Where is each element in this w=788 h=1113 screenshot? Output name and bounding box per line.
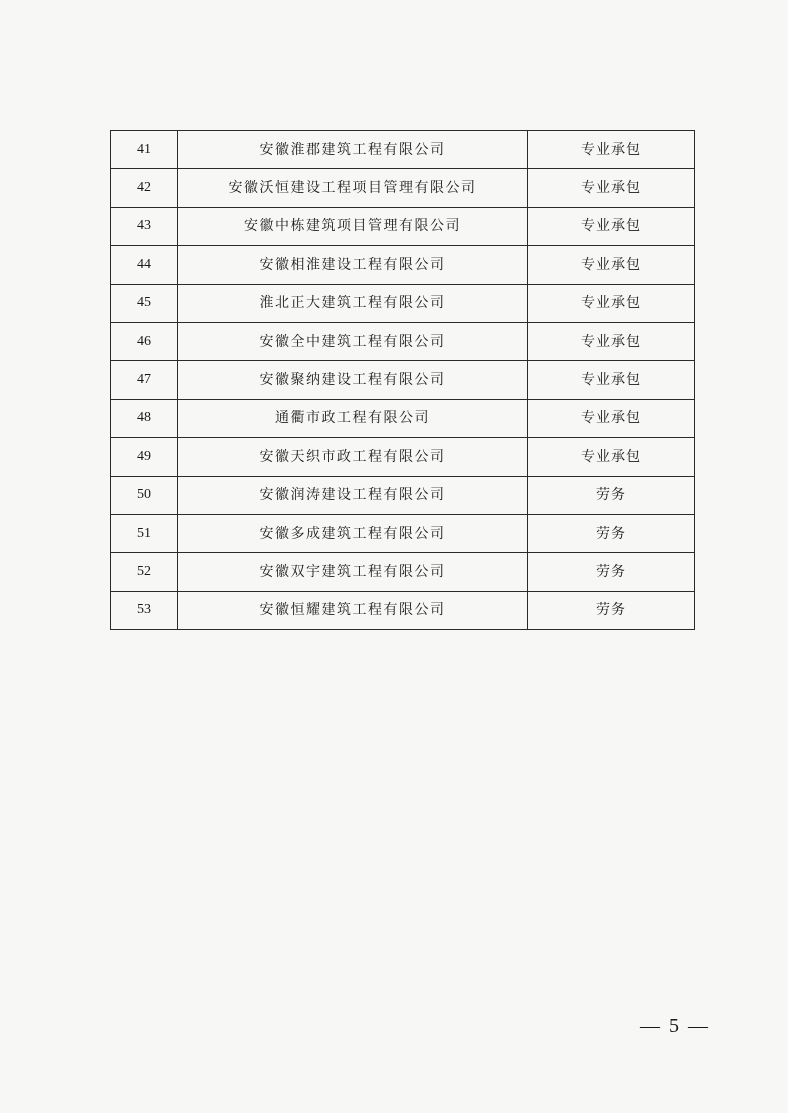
row-number-cell: 51 bbox=[111, 514, 178, 552]
qualification-type-cell: 专业承包 bbox=[528, 207, 695, 245]
qualification-type-cell: 专业承包 bbox=[528, 399, 695, 437]
table-row bbox=[111, 399, 695, 437]
company-name-cell: 安徽聚纳建设工程有限公司 bbox=[178, 361, 528, 399]
qualification-type-cell: 专业承包 bbox=[528, 246, 695, 284]
row-number-cell: 50 bbox=[111, 476, 178, 514]
table-row bbox=[111, 207, 695, 245]
company-name-cell: 通衢市政工程有限公司 bbox=[178, 399, 528, 437]
qualification-type-cell: 劳务 bbox=[528, 591, 695, 629]
row-number-cell: 44 bbox=[111, 246, 178, 284]
company-name-cell: 安徽双宇建筑工程有限公司 bbox=[178, 553, 528, 591]
table-row bbox=[111, 591, 695, 629]
company-table bbox=[110, 130, 695, 630]
table-row bbox=[111, 246, 695, 284]
table-row bbox=[111, 553, 695, 591]
company-name-cell: 安徽多成建筑工程有限公司 bbox=[178, 514, 528, 552]
table-row bbox=[111, 514, 695, 552]
qualification-type-cell: 专业承包 bbox=[528, 131, 695, 169]
qualification-type-cell: 专业承包 bbox=[528, 169, 695, 207]
table-row bbox=[111, 361, 695, 399]
row-number-cell: 41 bbox=[111, 131, 178, 169]
qualification-type-cell: 专业承包 bbox=[528, 284, 695, 322]
row-number-cell: 45 bbox=[111, 284, 178, 322]
company-name-cell: 安徽天织市政工程有限公司 bbox=[178, 438, 528, 476]
qualification-type-cell: 劳务 bbox=[528, 553, 695, 591]
table-row bbox=[111, 131, 695, 169]
row-number-cell: 48 bbox=[111, 399, 178, 437]
qualification-type-cell: 专业承包 bbox=[528, 322, 695, 360]
row-number-cell: 47 bbox=[111, 361, 178, 399]
company-name-cell: 安徽淮郡建筑工程有限公司 bbox=[178, 131, 528, 169]
company-name-cell: 安徽全中建筑工程有限公司 bbox=[178, 322, 528, 360]
table-row bbox=[111, 438, 695, 476]
qualification-type-cell: 劳务 bbox=[528, 514, 695, 552]
qualification-type-cell: 专业承包 bbox=[528, 438, 695, 476]
company-name-cell: 安徽润涛建设工程有限公司 bbox=[178, 476, 528, 514]
page-number: — 5 — bbox=[640, 1015, 710, 1037]
company-name-cell: 安徽中栋建筑项目管理有限公司 bbox=[178, 207, 528, 245]
table-row bbox=[111, 476, 695, 514]
row-number-cell: 46 bbox=[111, 322, 178, 360]
row-number-cell: 42 bbox=[111, 169, 178, 207]
company-table-body bbox=[111, 131, 695, 630]
table-row bbox=[111, 322, 695, 360]
qualification-type-cell: 专业承包 bbox=[528, 361, 695, 399]
company-name-cell: 安徽相淮建设工程有限公司 bbox=[178, 246, 528, 284]
company-name-cell: 安徽沃恒建设工程项目管理有限公司 bbox=[178, 169, 528, 207]
company-name-cell: 淮北正大建筑工程有限公司 bbox=[178, 284, 528, 322]
row-number-cell: 49 bbox=[111, 438, 178, 476]
row-number-cell: 43 bbox=[111, 207, 178, 245]
qualification-type-cell: 劳务 bbox=[528, 476, 695, 514]
row-number-cell: 53 bbox=[111, 591, 178, 629]
table-row bbox=[111, 284, 695, 322]
table-row bbox=[111, 169, 695, 207]
row-number-cell: 52 bbox=[111, 553, 178, 591]
company-name-cell: 安徽恒耀建筑工程有限公司 bbox=[178, 591, 528, 629]
